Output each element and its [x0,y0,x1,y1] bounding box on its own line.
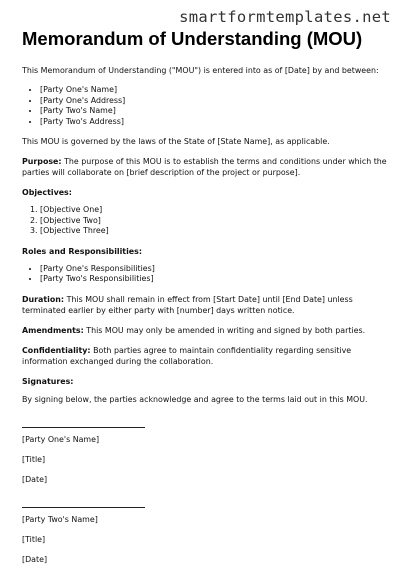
party-one-name: [Party One's Name] [22,434,100,444]
signatures-text: By signing below, the parties acknowledge and agree to the terms laid out in this MOU. [22,394,368,404]
intro-paragraph: This Memorandum of Understanding ("MOU") is entered into as of [Date] by and between: [22,66,379,75]
party-one-signature-block [22,427,392,485]
list-item: 1. [Objective One] [40,205,392,216]
mou-document [22,28,392,574]
parties-list [22,85,392,127]
document-title: Memorandum of Understanding (MOU) [22,28,363,49]
amendments-label: Amendments: [22,325,84,335]
amendments-section [22,325,392,336]
purpose-section [22,156,392,178]
party-one-title: [Title] [22,454,46,464]
roles-list [22,264,392,285]
party-two-name: [Party Two's Name] [22,514,98,524]
signature-line[interactable] [22,507,145,508]
signature-line[interactable] [22,427,145,428]
objectives-list [22,205,392,237]
list-item: • [Party Two's Address] [40,117,392,128]
list-item: • [Party Two's Name] [40,106,392,117]
governing-law-paragraph: This MOU is governed by the laws of the State of [State Name], as applicable. [22,137,330,146]
objectives-heading: Objectives: [22,188,72,197]
confidentiality-section [22,345,392,367]
site-watermark: smartformtemplates.net [179,8,391,26]
roles-heading: Roles and Responsibilities: [22,246,142,256]
signatures-heading: Signatures: [22,376,74,386]
list-item: • [Party Two's Responsibilities] [40,274,392,285]
list-item: 2. [Objective Two] [40,216,392,227]
purpose-label: Purpose: [22,157,62,166]
party-two-title: [Title] [22,534,46,544]
list-item: • [Party One's Address] [40,96,392,107]
purpose-text: The purpose of this MOU is to establish the terms and conditions under which the parties will collaborate on [brief description of the project or purpose]. [22,157,387,177]
party-two-date: [Date] [22,554,48,564]
confidentiality-text: Both parties agree to maintain confidentiality regarding sensitive information exchanged during the collaboration. [22,345,352,366]
duration-section [22,294,392,316]
confidentiality-label: Confidentiality: [22,345,91,355]
list-item: 3. [Objective Three] [40,226,392,237]
amendments-text: This MOU may only be amended in writing and signed by both parties. [86,325,366,335]
party-one-date: [Date] [22,474,48,484]
list-item: • [Party One's Responsibilities] [40,264,392,275]
duration-text: This MOU shall remain in effect from [Start Date] until [End Date] unless terminated earlier by either party with [number] days written notice. [22,294,353,315]
party-two-signature-block [22,507,392,565]
duration-label: Duration: [22,294,65,304]
list-item: • [Party One's Name] [40,85,392,96]
